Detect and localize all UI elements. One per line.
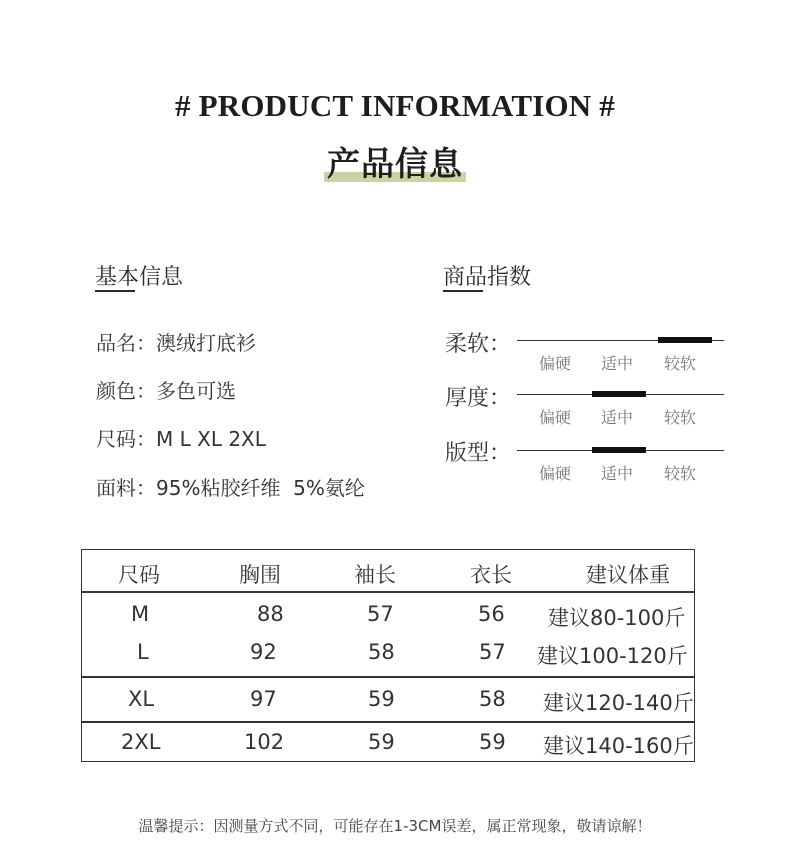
index-label-softness: 柔软： xyxy=(445,332,512,357)
table-cell: 102 xyxy=(244,730,285,754)
product-index-underline xyxy=(443,290,483,292)
title-english: # PRODUCT INFORMATION # xyxy=(174,88,616,123)
table-divider xyxy=(82,676,694,678)
index-option: 较软 xyxy=(664,464,697,483)
table-cell: 2XL xyxy=(121,730,161,754)
table-cell: 58 xyxy=(479,687,506,711)
info-row-color: 颜色：多色可选 xyxy=(96,379,236,403)
product-index-title: 商品指数 xyxy=(443,265,532,290)
table-cell: 92 xyxy=(250,640,277,664)
size-table xyxy=(81,549,695,762)
table-cell: 57 xyxy=(479,640,506,664)
table-cell: 56 xyxy=(478,602,505,626)
index-marker-softness xyxy=(658,337,712,343)
table-header-sleeve: 袖长 xyxy=(354,563,396,587)
table-cell: 59 xyxy=(368,687,395,711)
index-option: 较软 xyxy=(664,354,697,373)
info-row-name: 品名：澳绒打底衫 xyxy=(96,331,256,355)
title-chinese xyxy=(327,138,463,185)
index-marker-fit xyxy=(592,447,646,453)
table-cell: 建议140-160斤 xyxy=(543,734,694,758)
table-cell: 59 xyxy=(479,730,506,754)
table-cell: 建议120-140斤 xyxy=(543,691,694,715)
basic-info-title: 基本信息 xyxy=(95,265,184,290)
index-marker-thickness xyxy=(592,391,646,397)
index-option: 适中 xyxy=(601,408,634,427)
table-header-chest: 胸围 xyxy=(239,563,281,587)
index-option: 较软 xyxy=(664,408,697,427)
info-row-fabric: 面料：95%粘胶纤维 5%氨纶 xyxy=(96,476,365,500)
title-chinese-text: 产品信息 xyxy=(327,144,463,183)
table-cell: 59 xyxy=(368,730,395,754)
basic-info-underline xyxy=(95,290,135,292)
table-header-size: 尺码 xyxy=(118,563,160,587)
table-cell: M xyxy=(131,602,150,626)
table-header-weight: 建议体重 xyxy=(586,563,670,587)
footer-tip: 温馨提示：因测量方式不同，可能存在1-3CM误差，属正常现象，敬请谅解！ xyxy=(138,817,652,835)
index-option: 偏硬 xyxy=(539,354,572,373)
index-label-thickness: 厚度： xyxy=(445,386,512,411)
table-cell: L xyxy=(137,640,149,664)
table-divider xyxy=(82,721,694,723)
table-cell: XL xyxy=(128,687,155,711)
table-header-length: 衣长 xyxy=(470,563,512,587)
index-option: 适中 xyxy=(601,354,634,373)
table-cell: 97 xyxy=(250,687,277,711)
title-chinese-wrap xyxy=(0,138,790,185)
index-option: 偏硬 xyxy=(539,464,572,483)
index-option: 适中 xyxy=(601,464,634,483)
table-cell: 建议80-100斤 xyxy=(548,606,686,630)
index-label-fit: 版型： xyxy=(445,441,512,466)
table-divider xyxy=(82,591,694,593)
info-row-size: 尺码：M L XL 2XL xyxy=(96,427,266,451)
table-cell: 58 xyxy=(368,640,395,664)
table-cell: 57 xyxy=(367,602,394,626)
table-cell: 88 xyxy=(257,602,284,626)
index-option: 偏硬 xyxy=(539,408,572,427)
table-cell: 建议100-120斤 xyxy=(537,644,688,668)
